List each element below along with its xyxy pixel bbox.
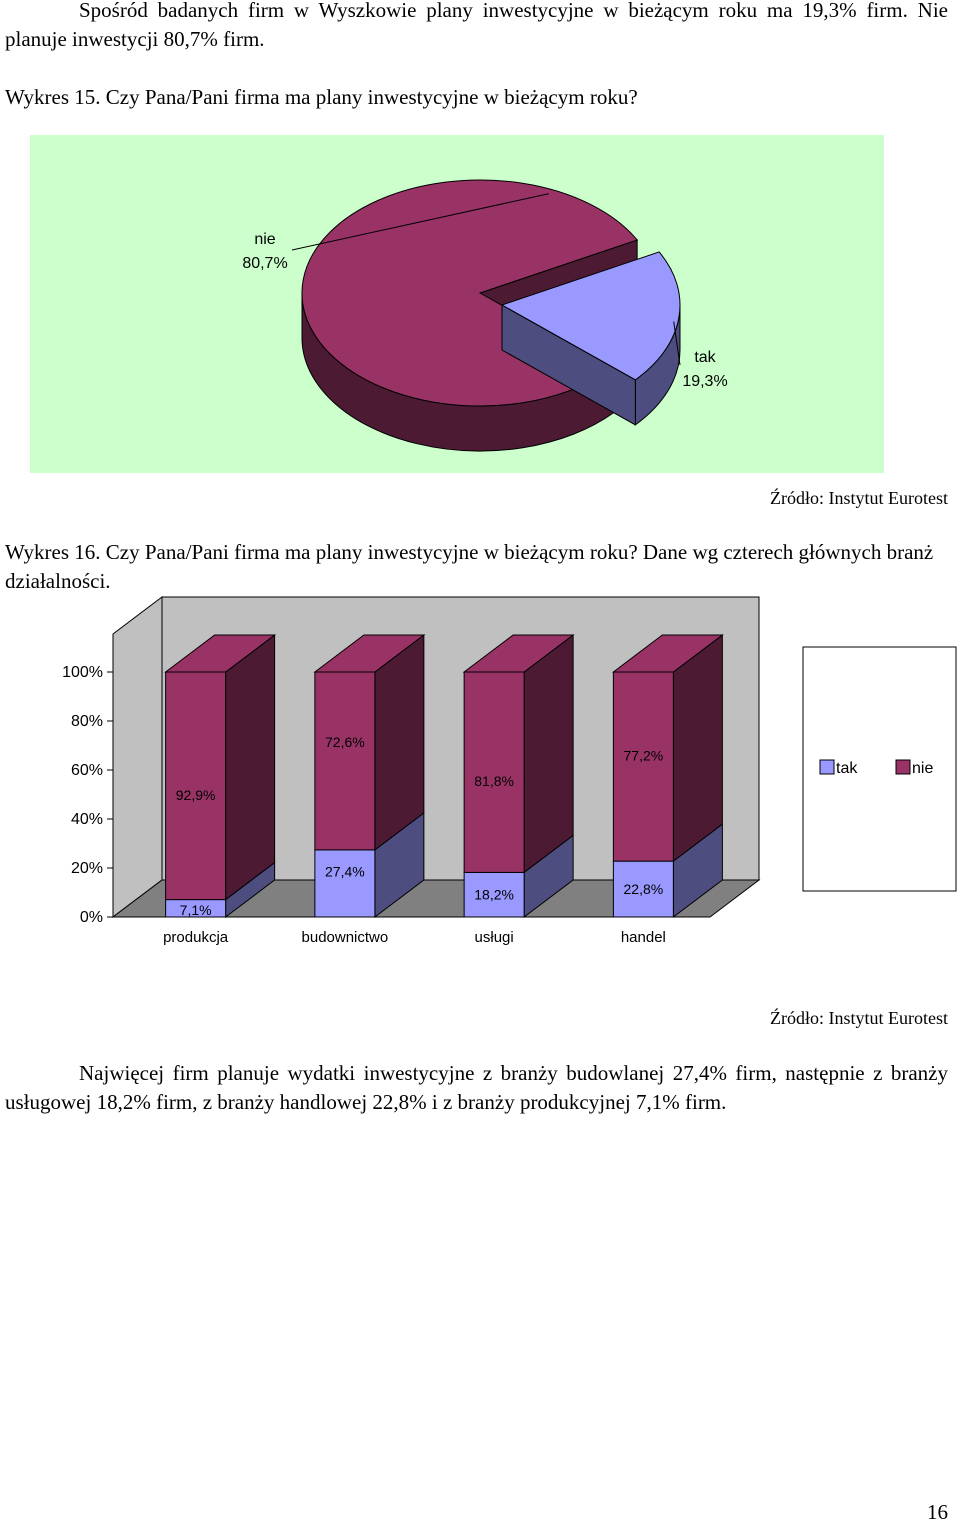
y-tick-label: 60% (70, 762, 103, 779)
pie-chart (30, 135, 884, 473)
y-tick-label: 0% (79, 909, 103, 926)
figure15-caption: Wykres 15. Czy Pana/Pani firma ma plany inwestycyjne w bieżącym roku? (5, 85, 638, 109)
legend-swatch-tak (820, 760, 834, 774)
x-category-label: handel (620, 929, 666, 946)
pie-label-nie-value: 80,7% (242, 255, 288, 272)
bar-chart (62, 597, 956, 946)
pie-label-tak-value: 19,3% (682, 373, 728, 390)
pie-label-tak-name: tak (694, 349, 716, 366)
conclusion-paragraph: Najwięcej firm planuje wydatki inwestycyjne z branży budowlanej 27,4% firm, następnie z branży usługowej 18,2% firm, z branży handlowej 22,8% i z branży produkcyjnej 7,1% firm. (5, 1061, 948, 1114)
bar-segment-nie (166, 672, 226, 900)
figure15-source: Źródło: Instytut Eurotest (770, 488, 948, 508)
figure16-caption: Wykres 16. Czy Pana/Pani firma ma plany inwestycyjne w bieżącym roku? Dane wg czterech głównych branż działalności. (5, 540, 934, 593)
data-label-nie: 81,8% (474, 773, 514, 790)
bar-segment-side-nie (375, 635, 424, 850)
data-label-tak: 18,2% (474, 886, 514, 903)
figure16-source: Źródło: Instytut Eurotest (770, 1008, 948, 1028)
bar-segment-nie (315, 672, 375, 850)
y-tick-label: 20% (70, 860, 103, 877)
legend-swatch-nie (896, 760, 910, 774)
y-tick-label: 40% (70, 811, 103, 828)
bar-segment-side-nie (226, 635, 275, 900)
x-category-label: produkcja (163, 929, 229, 946)
bar-side-wall (113, 597, 162, 917)
y-tick-label: 80% (70, 713, 103, 730)
data-label-tak: 7,1% (179, 902, 212, 918)
x-category-label: usługi (474, 929, 514, 946)
data-label-nie: 72,6% (325, 733, 365, 750)
bar-segment-nie (464, 672, 524, 872)
bar-segment-side-nie (673, 635, 722, 861)
y-tick-label: 100% (62, 664, 103, 681)
data-label-tak: 22,8% (623, 881, 664, 898)
pie-label-nie-name: nie (254, 231, 276, 248)
legend-label-tak: tak (836, 760, 858, 777)
legend-label-nie: nie (912, 760, 934, 777)
bar-segment-nie (613, 672, 673, 861)
bar-segment-side-nie (524, 635, 573, 872)
x-category-label: budownictwo (301, 929, 389, 946)
page-number: 16 (927, 1500, 948, 1524)
bar-segment-tak (315, 850, 375, 917)
data-label-nie: 92,9% (175, 786, 216, 803)
intro-paragraph: Spośród badanych firm w Wyszkowie plany inwestycyjne w bieżącym roku ma 19,3% firm. Nie planuje inwestycji 80,7% firm. (5, 0, 948, 51)
data-label-nie: 77,2% (623, 747, 664, 764)
data-label-tak: 27,4% (325, 863, 365, 880)
